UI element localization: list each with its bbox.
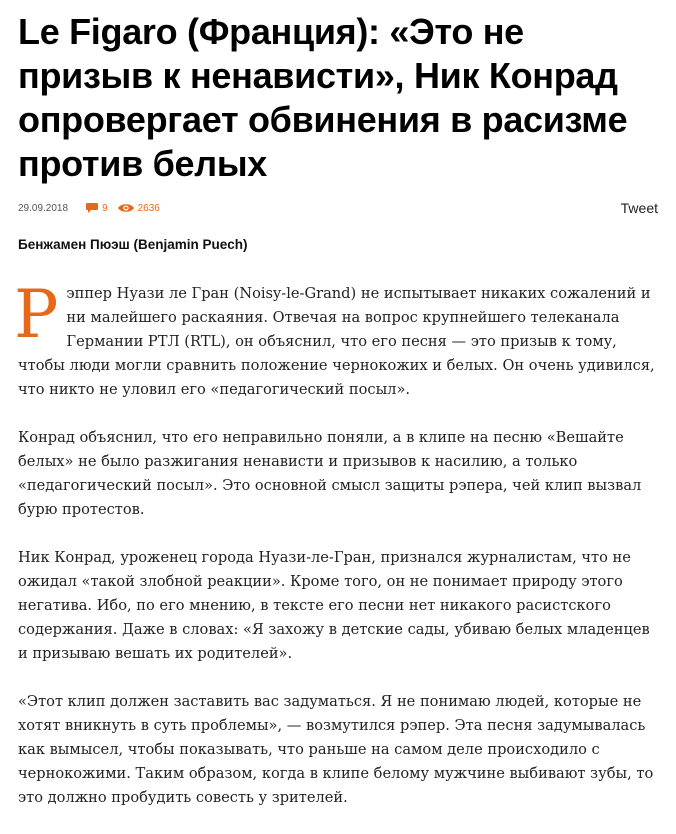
paragraph	[14, 276, 658, 402]
paragraph: Конрад объяснил, что его неправильно поняли, а в клипе на песню «Вешайте белых» не было разжигания ненависти и призывов к насилию, а только «педагогический посыл». Это основной смысл защиты рэпера, чей клип вызвал бурю протестов.	[18, 429, 642, 518]
paragraph: Ник Конрад, уроженец города Нуази-ле-Гран, признался журналистам, что не ожидал «такой злобной реакции». Кроме того, он не понимает природу этого негатива. Ибо, по его мнению, в тексте его песни нет никакого расистского содержания. Даже в словах: «Я захожу в детские сады, убиваю белых младенцев и призываю вешать их родителей».	[18, 549, 650, 662]
views-count: 2636	[137, 202, 160, 214]
comment-icon[interactable]	[86, 203, 98, 213]
article-meta	[18, 198, 658, 222]
publish-date: 29.09.2018	[18, 202, 69, 214]
article-body	[14, 276, 658, 810]
eye-icon	[118, 203, 134, 213]
author-name[interactable]: Бенжамен Пюэш (Benjamin Puech)	[18, 237, 248, 252]
meta-stats	[18, 198, 160, 218]
article	[14, 10, 658, 834]
article-title: Le Figaro (Франция): «Это не призыв к ненависти», Ник Конрад опровергает обвинения в расизме против белых	[18, 11, 628, 184]
paragraph: «Этот клип должен заставить вас задуматься. Я не понимаю людей, которые не хотят вникнуть в суть проблемы», — возмутился рэпер. Эта песня задумывалась как вымысел, чтобы показывать, что раньше на самом деле происходило с чернокожими. Таким образом, когда в клипе белому мужчине выбивают зубы, то это должно пробудить совесть у зрителей.	[18, 693, 654, 806]
paragraph-text: эппер Нуази ле Гран (Noisy-le-Grand) не испытывает никаких сожалений и ни малейшего раскаяния. Отвечая на вопрос крупнейшего телеканала Германии РТЛ (RTL), он объяснил, что его песня — это призыв к тому, чтобы люди могли сравнить положение чернокожих и белых. Он очень удивился, что никто не уловил его «педагогический посыл».	[18, 285, 655, 398]
tweet-button[interactable]: Tweet	[620, 200, 658, 216]
drop-cap: Р	[14, 276, 59, 353]
comments-count[interactable]: 9	[102, 202, 108, 214]
